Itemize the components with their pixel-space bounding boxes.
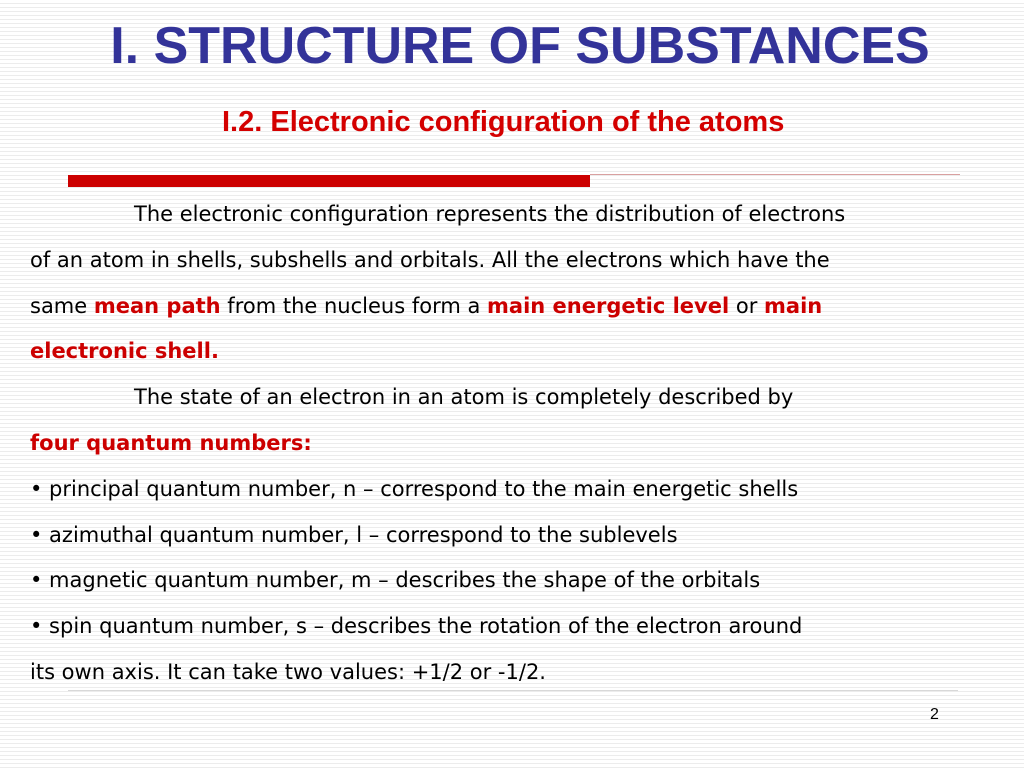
slide-body [30,192,1014,696]
text-segment: or [729,293,765,318]
title-divider-thick [68,175,590,187]
paragraph-1-line-1: The electronic configuration represents the distribution of electrons [134,202,846,226]
paragraph-1-line-3 [30,284,1014,330]
paragraph-2-line-1: The state of an electron in an atom is completely described by [134,385,794,410]
bullet-spin-continuation: its own axis. It can take two values: +1/2 or -1/2. [30,659,546,684]
paragraph-1-line-4 [30,329,1014,375]
paragraph-2-line-2 [30,421,1014,467]
bullet-principal: • principal quantum number, n – correspond to the main energetic shells [30,476,799,501]
paragraph-1-line-2: of an atom in shells, subshells and orbitals. All the electrons which have the [30,247,830,272]
highlight-electronic-shell: electronic shell. [30,339,219,364]
bullet-magnetic: • magnetic quantum number, m – describes the shape of the orbitals [30,568,761,593]
slide-subtitle: I.2. Electronic configuration of the atoms [222,106,785,138]
highlight-four-quantum-numbers: four quantum numbers: [30,430,312,455]
bullet-spin: • spin quantum number, s – describes the rotation of the electron around [30,614,803,639]
footer-divider [68,690,958,691]
slide-title: I. STRUCTURE OF SUBSTANCES [110,17,930,75]
highlight-main: main [764,293,823,318]
title-divider-thin [590,174,960,175]
text-segment: from the nucleus form a [220,293,488,318]
page-number: 2 [930,706,939,723]
highlight-main-energetic-level: main energetic level [487,293,730,318]
text-segment: same [30,293,94,318]
bullet-azimuthal: • azimuthal quantum number, l – correspond to the sublevels [30,522,678,547]
highlight-mean-path: mean path [93,293,221,318]
